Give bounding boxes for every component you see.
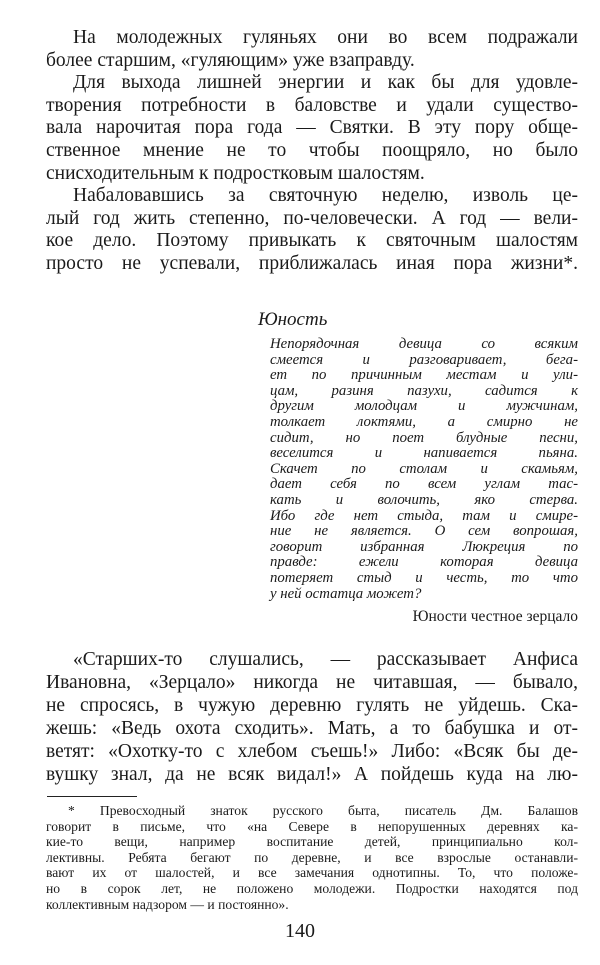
footnote-line: коллективным надзором — и постоянно». xyxy=(46,896,289,912)
text-line: вушку знал, да не всяк видал!» А пойдешь куда на лю- xyxy=(46,764,578,785)
page-number: 140 xyxy=(285,920,315,942)
epigraph-line: Ибо где нет стыда, там и смире- xyxy=(270,507,578,524)
text-line: кое дело. Поэтому привыкать к святочным шалостям xyxy=(46,230,578,252)
epigraph-line: веселится и напивается пьяна. xyxy=(270,445,578,462)
footnote-line: но в сорок лет, не положено молодежи. Подростки находятся под xyxy=(46,880,578,896)
epigraph-line: ние не является. О сем вопрошая, xyxy=(270,523,578,540)
epigraph-line: Непорядочная девица со всяким xyxy=(270,336,578,352)
text-line: Набаловавшись за святочную неделю, изволь це- xyxy=(73,185,578,207)
footnote-divider xyxy=(47,796,137,797)
text-line: снисходительным к подростковым шалостям. xyxy=(46,162,425,184)
epigraph-line: кать и волочить, яко стерва. xyxy=(270,491,578,508)
text-line: творения потребности в баловстве и удали существо- xyxy=(46,94,578,116)
footnote xyxy=(46,803,578,912)
epigraph-line: Скачет по столам и скамьям, xyxy=(270,460,578,477)
epigraph-line: цам, разиня пазухи, садится к xyxy=(270,382,578,399)
epigraph xyxy=(270,337,578,602)
epigraph-line: потеряет стыд и честь, то что xyxy=(270,569,578,586)
footnote-line: вают их от шалостей, и все замечания однотипны. То, что положе- xyxy=(46,865,578,881)
epigraph-line: другим молодцам и мужчинам, xyxy=(270,398,578,415)
body-text-top xyxy=(46,27,578,276)
text-line: лый год жить степенно, по-человечески. А год — вели- xyxy=(46,207,578,229)
text-line: ветят: «Охотку-то с хлебом съешь!» Либо: «Всяк бы де- xyxy=(46,741,578,762)
epigraph-line: дает себя по всем углам тас- xyxy=(270,476,578,493)
text-line: жешь: «Ведь охота сходить». Мать, а то бабушка и от- xyxy=(46,718,578,739)
text-line: ственное мнение не то чтобы поощряло, но было xyxy=(46,139,578,161)
footnote-line: лективны. Ребята бегают по деревне, и все взрослые останавли- xyxy=(46,849,578,865)
text-line: «Старших-то слушались, — рассказывает Анфиса xyxy=(73,649,578,670)
footnote-line: кие-то вещи, например воспитание детей, принципиально кол- xyxy=(46,834,578,850)
text-line: не спросясь, в чужую деревню гулять не уйдешь. Ска- xyxy=(46,695,578,716)
footnote-line: говорит в письме, что «на Севере в непорушенных деревнях ка- xyxy=(46,818,578,834)
text-line: Для выхода лишней энергии и как бы для удовле- xyxy=(73,72,578,94)
text-line: вала нарочитая пора года — Святки. В эту пору обще- xyxy=(46,117,578,139)
epigraph-line: говорит избранная Люкреция по xyxy=(270,538,578,555)
epigraph-source: Юности честное зерцало xyxy=(412,608,578,625)
text-line: просто не успевали, приближалась иная пора жизни*. xyxy=(46,252,578,274)
epigraph-line: у ней остатца может? xyxy=(270,585,422,602)
footnote-line: * Превосходный знаток русского быта, писатель Дм. Балашов xyxy=(68,803,578,818)
epigraph-line: сидит, но поет блудные песни, xyxy=(270,429,578,446)
body-text-bottom xyxy=(46,648,578,786)
section-heading: Юность xyxy=(258,309,328,330)
epigraph-line: смеется и разговаривает, бега- xyxy=(270,351,578,368)
text-line: более старшим, «гуляющим» уже взаправду. xyxy=(46,49,415,71)
text-line: На молодежных гуляньях они во всем подражали xyxy=(73,27,578,48)
text-line: Ивановна, «Зерцало» никогда не читавшая, — бывало, xyxy=(46,672,578,693)
epigraph-line: ет по причинным местам и ули- xyxy=(270,367,578,384)
epigraph-line: толкает локтями, а смирно не xyxy=(270,413,578,430)
epigraph-line: правде: ежели которая девица xyxy=(270,554,578,571)
